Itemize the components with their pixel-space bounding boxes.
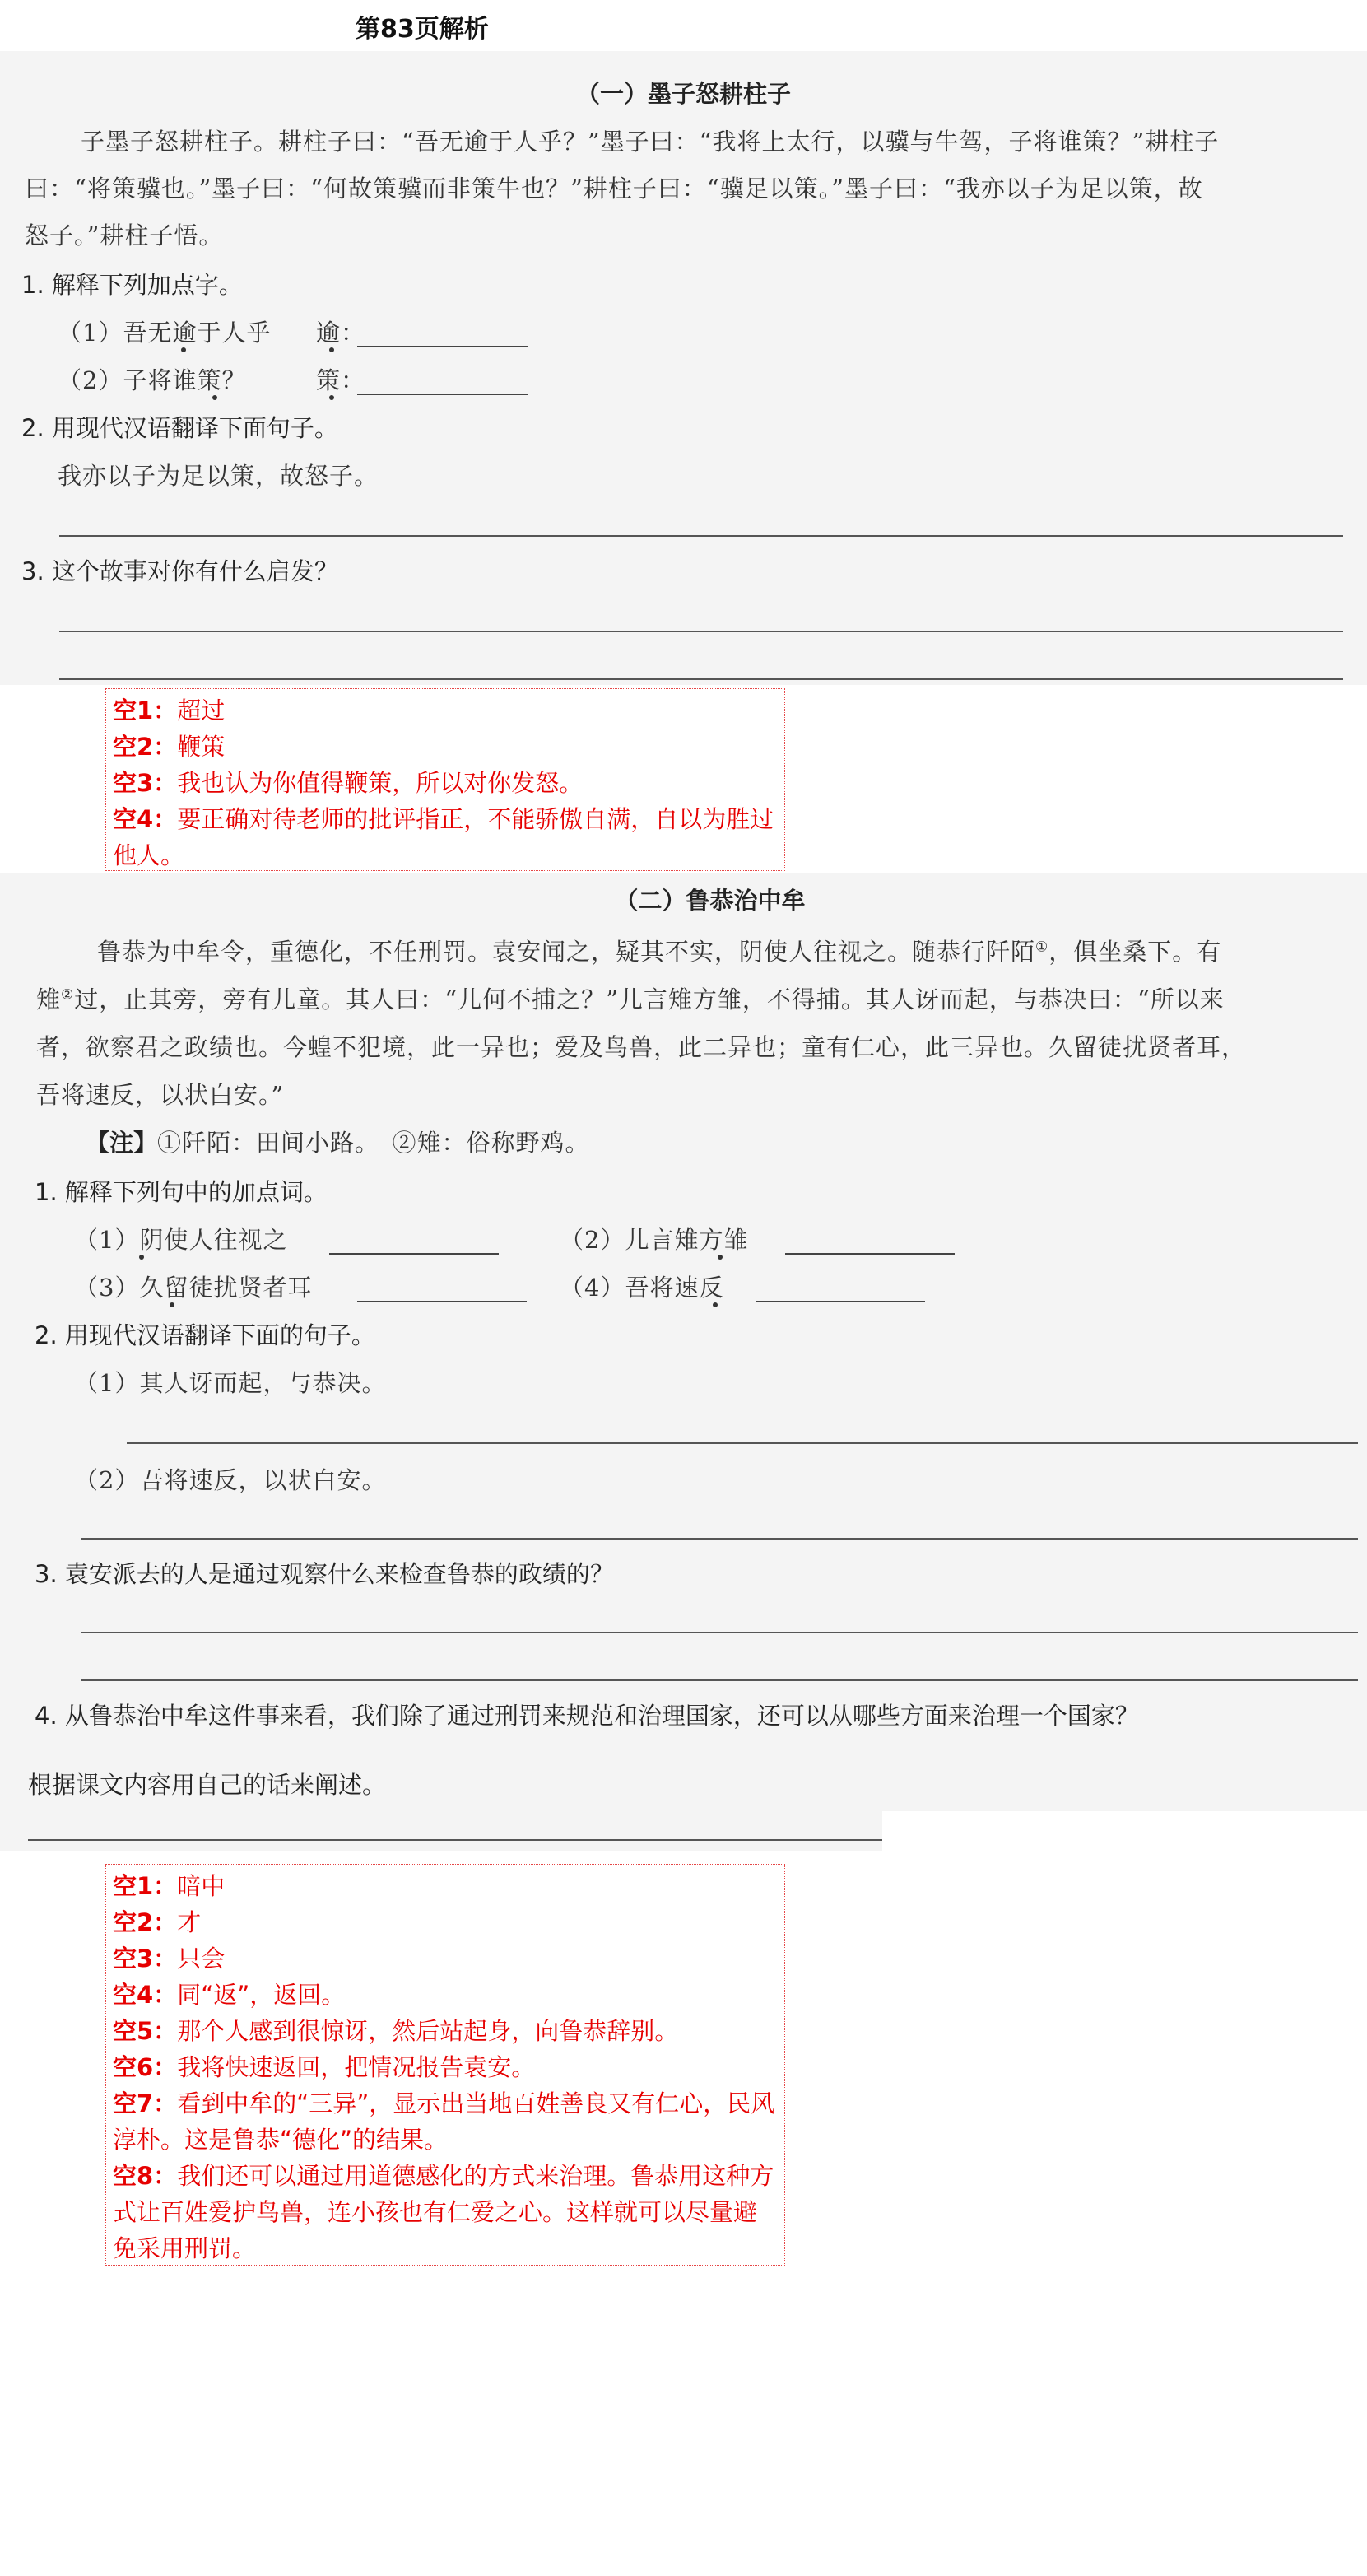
answer-label: 空3： <box>113 1945 178 1973</box>
answer-label: 空7： <box>113 2089 178 2117</box>
note-text: ①阡陌：田间小路。 ②雉：俗称野鸡。 <box>157 1129 590 1157</box>
emphasis-dot <box>212 395 217 400</box>
answer-label: 空4： <box>113 805 178 833</box>
passage-2-line-1-text: 鲁恭为中牟令，重德化，不任刑罚。袁安闻之，疑其不实，阴使人往视之。随恭行阡陌 <box>97 938 1036 966</box>
note-mark-2: ② <box>61 986 75 1004</box>
p2-q2-answer-line-2[interactable] <box>81 1538 1358 1540</box>
p1-q3-answer-line-1[interactable] <box>59 631 1343 632</box>
page-title: 第83页解析 <box>356 15 489 44</box>
answer-1-2 <box>113 729 778 765</box>
p2-q1-prompt: 1. 解释下列句中的加点词。 <box>35 1178 328 1206</box>
answer-2-1 <box>113 1868 778 1904</box>
p1-q1-blank-1[interactable] <box>357 346 528 347</box>
answer-text: 鞭策 <box>177 733 226 761</box>
emphasis-dot <box>170 1302 174 1307</box>
p1-q2-answer-line[interactable] <box>59 535 1343 537</box>
passage-1-line-2: 曰：“将策骥也。”墨子曰：“何故策骥而非策牛也？”耕柱子曰：“骥足以策。”墨子曰：“我亦以子为足以策，故 <box>25 175 1203 203</box>
passage-2-line-1-tail: ，俱坐桑下。有 <box>1048 938 1222 966</box>
answer-text: 才 <box>177 1908 202 1936</box>
p2-q1-blank-1[interactable] <box>329 1253 499 1255</box>
answer-2-5 <box>113 2013 778 2049</box>
passage-2-note <box>86 1125 590 1158</box>
answer-box-2 <box>105 1864 785 2266</box>
emphasis-dot <box>329 395 334 400</box>
answer-label: 空6： <box>113 2053 178 2081</box>
answer-1-3 <box>113 765 778 801</box>
p2-q4-prompt: 4. 从鲁恭治中牟这件事来看，我们除了通过刑罚来规范和治理国家，还可以从哪些方面来治理一个国家？ <box>35 1702 1139 1730</box>
p1-q3-answer-line-2[interactable] <box>59 678 1343 680</box>
page-header <box>0 0 1367 51</box>
answer-label: 空5： <box>113 2017 178 2045</box>
answer-text: 要正确对待老师的批评指正，不能骄傲自满，自以为胜过他人。 <box>113 805 774 869</box>
passage-2-line-1 <box>97 934 1221 967</box>
answer-2-2 <box>113 1904 778 1940</box>
p1-q1-item-2: （2）子将谁策？ <box>58 366 247 394</box>
answer-label: 空2： <box>113 1908 178 1936</box>
p1-q3-prompt: 3. 这个故事对你有什么启发？ <box>21 557 338 585</box>
answer-text: 那个人感到很惊讶，然后站起身，向鲁恭辞别。 <box>177 2017 679 2045</box>
passage-1-line-1: 子墨子怒耕柱子。耕柱子曰：“吾无逾于人乎？”墨子曰：“我将上太行，以骥与牛驾，子将谁策？”耕柱子 <box>81 128 1220 156</box>
passage-2-line-2-text: 过，止其旁，旁有儿童。其人曰：“儿何不捕之？”儿言雉方雏，不得捕。其人讶而起，与恭决曰：“所以来 <box>74 985 1225 1013</box>
p2-q2-answer-line-1[interactable] <box>127 1442 1358 1444</box>
passage-2-line-2 <box>36 981 1225 1015</box>
note-label: 【注】 <box>86 1129 158 1157</box>
answer-text: 超过 <box>177 696 226 724</box>
passage-1-title: （一）墨子怒耕柱子 <box>575 80 791 108</box>
emphasis-dot <box>713 1302 718 1307</box>
answer-1-4 <box>113 801 778 873</box>
answer-2-6 <box>113 2049 778 2085</box>
p2-q1-item-3: （3）久留徒扰贤者耳 <box>74 1274 313 1302</box>
p2-q2-item-2: （2）吾将速反，以状白安。 <box>74 1466 387 1494</box>
answer-text: 我将快速返回，把情况报告袁安。 <box>177 2053 536 2081</box>
emphasis-dot <box>718 1255 723 1260</box>
scan-region-passage-2-tail <box>0 1811 882 1851</box>
note-mark-1: ① <box>1035 939 1049 956</box>
answer-text: 同“返”，返回。 <box>177 1981 346 2009</box>
answer-label: 空2： <box>113 733 178 761</box>
answer-label: 空1： <box>113 696 178 724</box>
answer-label: 空4： <box>113 1981 178 2009</box>
answer-text: 我们还可以通过用道德感化的方式来治理。鲁恭用这种方式让百姓爱护鸟兽，连小孩也有仁爱之心。这样就可以尽量避免采用刑罚。 <box>113 2162 774 2262</box>
p2-q4-prompt-cont: 根据课文内容用自己的话来阐述。 <box>28 1771 387 1799</box>
answer-box-1 <box>105 688 785 871</box>
p2-q3-answer-line-2[interactable] <box>81 1679 1358 1681</box>
p2-q1-blank-2[interactable] <box>785 1253 955 1255</box>
p1-q2-prompt: 2. 用现代汉语翻译下面句子。 <box>21 414 338 442</box>
p2-q2-prompt: 2. 用现代汉语翻译下面的句子。 <box>35 1321 375 1349</box>
p2-q4-answer-line[interactable] <box>28 1839 882 1841</box>
p1-q1-prompt: 1. 解释下列加点字。 <box>21 271 243 299</box>
answer-1-1 <box>113 692 778 729</box>
passage-2-line-2-head: 雉 <box>36 985 62 1013</box>
answer-text: 看到中牟的“三异”，显示出当地百姓善良又有仁心，民风淳朴。这是鲁恭“德化”的结果。 <box>113 2089 775 2154</box>
p2-q3-answer-line-1[interactable] <box>81 1632 1358 1633</box>
p1-q1-item-1: （1）吾无逾于人乎 <box>58 319 272 347</box>
answer-label: 空1： <box>113 1872 178 1900</box>
emphasis-dot <box>139 1255 144 1260</box>
emphasis-dot <box>181 347 186 352</box>
answer-text: 只会 <box>177 1945 226 1973</box>
passage-2-line-3: 者，欲察君之政绩也。今蝗不犯境，此一异也；爱及鸟兽，此二异也；童有仁心，此三异也。久留徒扰贤者耳， <box>36 1033 1247 1061</box>
passage-1-line-3: 怒子。”耕柱子悟。 <box>25 221 224 249</box>
passage-2-line-4: 吾将速反，以状白安。” <box>36 1081 285 1109</box>
passage-2-title: （二）鲁恭治中牟 <box>614 887 806 915</box>
p1-q1-blank-2[interactable] <box>357 394 528 395</box>
answer-label: 空3： <box>113 769 178 797</box>
p1-q1-item-2-label: 策： <box>316 366 366 394</box>
p2-q1-blank-3[interactable] <box>357 1301 527 1302</box>
answer-2-7 <box>113 2085 778 2158</box>
answer-label: 空8： <box>113 2162 178 2190</box>
p1-q1-item-1-label: 逾： <box>316 319 366 347</box>
p1-q2-sentence: 我亦以子为足以策，故怒子。 <box>58 462 379 490</box>
answer-text: 暗中 <box>177 1872 226 1900</box>
p2-q1-item-4: （4）吾将速反 <box>560 1274 724 1302</box>
answer-text: 我也认为你值得鞭策，所以对你发怒。 <box>177 769 584 797</box>
p2-q1-blank-4[interactable] <box>756 1301 925 1302</box>
answer-2-3 <box>113 1940 778 1977</box>
answer-2-8 <box>113 2158 778 2266</box>
p2-q2-item-1: （1）其人讶而起，与恭决。 <box>74 1369 387 1397</box>
answer-2-4 <box>113 1977 778 2013</box>
p2-q3-prompt: 3. 袁安派去的人是通过观察什么来检查鲁恭的政绩的？ <box>35 1560 614 1588</box>
emphasis-dot <box>329 347 334 352</box>
p2-q1-item-1: （1）阴使人往视之 <box>74 1226 288 1254</box>
p2-q1-item-2: （2）儿言雉方雏 <box>560 1226 749 1254</box>
